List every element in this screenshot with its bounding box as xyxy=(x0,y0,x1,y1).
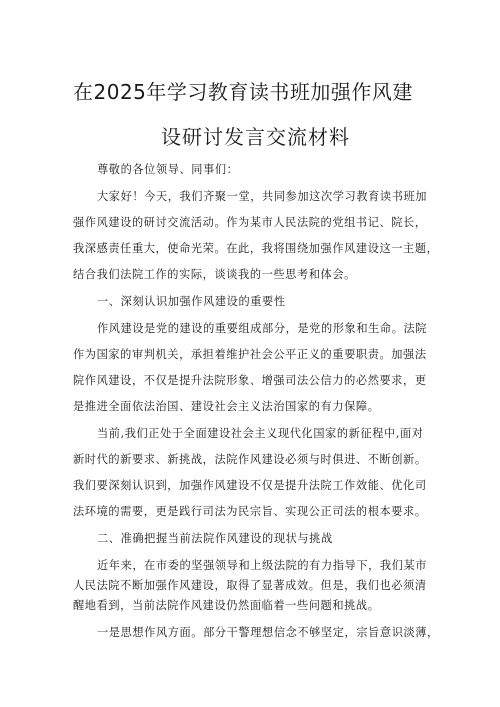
paragraph-line: 人民法院不断加强作风建设，取得了显著成效。但是，我们也必须清 xyxy=(73,579,427,592)
paragraph-line: 法环境的需要，更是践行司法为民宗旨、实现公正司法的根本要求。 xyxy=(73,505,427,518)
section-heading: 二、准确把握当前法院作风建设的现状与挑战 xyxy=(97,532,333,545)
document-title-line-1: 在2025年学习教育读书班加强作风建 xyxy=(73,80,413,104)
paragraph-line: 当前,我们正处于全面建设社会主义现代化国家的新征程中,面对 xyxy=(97,427,424,440)
paragraph-line: 强作风建设的研讨交流活动。作为某市人民法院的党组书记、院长， xyxy=(73,216,427,229)
section-heading: 一、深刻认识加强作风建设的重要性 xyxy=(97,295,286,308)
paragraph-line: 新时代的新要求、新挑战，法院作风建设必须与时俱进、不断创新。 xyxy=(73,453,427,466)
paragraph-line: 结合我们法院工作的实际，谈谈我的一些思考和体会。 xyxy=(73,268,356,281)
paragraph-line: 近年来，在市委的坚强领导和上级法院的有力指导下，我们某市 xyxy=(97,559,428,572)
paragraph-line: 院作风建设，不仅是提升法院形象、增强司法公信力的必然要求，更 xyxy=(73,374,427,387)
document-title-line-2: 设研讨发言交流材料 xyxy=(161,125,350,149)
paragraph-line: 是推进全面依法治国、建设社会主义法治国家的有力保障。 xyxy=(73,400,380,413)
paragraph-line: 大家好！今天，我们齐聚一堂，共同参加这次学习教育读书班加 xyxy=(97,190,428,203)
paragraph-line: 一是思想作风方面。部分干警理想信念不够坚定，宗旨意识淡薄， xyxy=(97,626,439,639)
paragraph-line: 醒地看到，当前法院作风建设仍然面临着一些问题和挑战。 xyxy=(73,599,380,612)
paragraph-line: 我们要深刻认识到，加强作风建设不仅是提升法院工作效能、优化司 xyxy=(73,479,427,492)
paragraph-line: 作风建设是党的建设的重要组成部分，是党的形象和生命。法院 xyxy=(97,322,428,335)
paragraph-line: 我深感责任重大，使命光荣。在此，我将围绕加强作风建设这一主题， xyxy=(73,242,439,255)
salutation: 尊敬的各位领导、同事们： xyxy=(97,163,239,176)
paragraph-line: 作为国家的审判机关，承担着维护社会公平正义的重要职责。加强法 xyxy=(73,348,427,361)
